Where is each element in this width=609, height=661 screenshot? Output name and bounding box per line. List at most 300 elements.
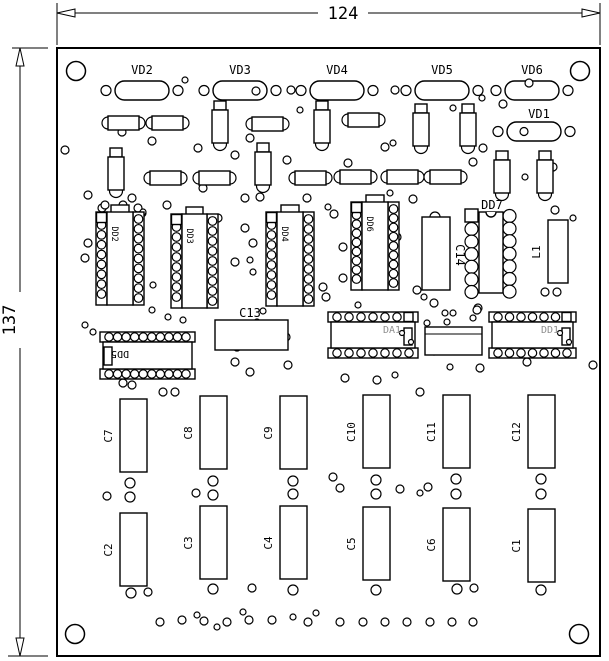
pin [97,290,106,299]
resistor-vertical [494,151,510,201]
notch [486,212,496,217]
drill-hole [159,388,167,396]
box-label: L1 [530,245,543,259]
drill-hole [536,474,546,484]
pin [156,333,164,341]
drill-hole [330,210,338,218]
pin [304,255,313,264]
drill-hole [248,584,256,592]
pin [165,370,173,378]
dim-height-label: 137 [0,304,20,336]
drill-hole [247,257,253,263]
drill-hole [373,376,381,384]
pin [134,264,143,273]
resistor-horizontal [146,116,189,130]
ic-body [479,212,503,293]
drill-hole [231,258,239,266]
pin-one-marker [97,213,107,223]
drill-hole [192,489,200,497]
pin [389,279,398,288]
resistor-body [152,116,183,130]
pin [208,287,217,296]
drill-hole [339,243,347,251]
resistor-vertical [460,104,476,154]
box-label: C13 [239,306,261,320]
drill-hole [256,193,264,201]
drill-hole [231,151,239,159]
pin [139,333,147,341]
diode-label: VD1 [528,107,550,121]
resistor-tab [539,151,551,160]
drill-hole [119,379,127,387]
resistor-horizontal [144,171,187,185]
mounting-hole [66,625,85,644]
resistor-body [460,113,476,146]
pin [563,349,571,357]
resistor-horizontal [334,170,377,184]
pin [267,261,276,270]
capacitor-label: C10 [345,422,358,442]
capacitor-body [443,395,470,468]
drill-hole [245,616,253,624]
drill-hole [194,144,202,152]
resistor-vertical [212,101,228,151]
pin [369,349,377,357]
resistor-body [150,171,181,185]
capacitor-label: C7 [102,429,115,443]
drill-hole [371,585,381,595]
pin [130,333,138,341]
pin [173,333,181,341]
dim-arrow-bottom [16,638,24,656]
drill-hole [144,588,152,596]
lead-hole [563,86,573,96]
pin [97,231,106,240]
drill-hole [288,585,298,595]
drill-hole [249,239,257,247]
drill-hole [101,201,109,209]
pin [122,333,130,341]
drill-hole [570,215,576,221]
lead-hole [473,86,483,96]
drill-hole [450,105,456,111]
resistor-body [340,170,371,184]
resistor-body [295,171,326,185]
drill-hole [387,190,393,196]
pin [505,313,513,321]
drill-hole [214,624,220,630]
lead-hole [173,86,183,96]
pin [172,293,181,302]
pin [409,340,414,345]
pin [345,349,353,357]
diode-body [310,81,364,100]
ic-DA1 [328,312,418,358]
drill-hole [341,374,349,382]
drill-hole [223,618,231,626]
drill-hole [125,478,135,488]
drill-hole [589,361,597,369]
resistor-body [537,160,553,193]
pin [352,275,361,284]
drill-hole [371,489,381,499]
drill-hole [260,308,266,314]
ic-DD1 [489,312,576,358]
pin [208,297,217,306]
drill-hole [473,306,481,314]
drill-hole [417,490,423,496]
pin [528,349,536,357]
pin [97,240,106,249]
resistor-horizontal [424,170,467,184]
pin [134,274,143,283]
capacitor-body [280,506,307,579]
resistor-vertical [314,101,330,151]
drill-hole [81,254,89,262]
box-body [425,327,482,355]
pin-one-marker [404,313,413,322]
pin [97,280,106,289]
pin [389,260,398,269]
drill-hole [447,364,453,370]
dim-arrow-left [57,9,75,17]
drill-hole [416,388,424,396]
drill-hole [426,618,434,626]
lead-hole [199,86,209,96]
pin [352,220,361,229]
lead-hole [401,86,411,96]
resistor-horizontal [246,117,289,131]
drill-hole [448,618,456,626]
drill-hole [390,140,396,146]
drill-hole [403,618,411,626]
box-body [548,220,568,283]
pin [208,257,217,266]
ic-label: DD5 [110,348,129,359]
pin [208,217,217,226]
pin [357,349,365,357]
pin [97,260,106,269]
drill-hole [450,310,456,316]
ic-DD3 [171,207,218,308]
pin [551,313,559,321]
pin [172,233,181,242]
pin [304,245,313,254]
capacitor-body [120,399,147,472]
pin [503,210,516,223]
diode-label: VD2 [131,63,153,77]
pin [172,263,181,272]
resistor-horizontal [381,170,424,184]
drill-hole [325,204,331,210]
resistor-body [314,110,330,143]
pin [345,313,353,321]
resistor-body [199,171,230,185]
capacitor-body [363,395,390,468]
pin [113,370,121,378]
drill-hole [355,302,361,308]
pin [517,349,525,357]
lead-hole [525,79,533,87]
diode-label: VD3 [229,63,251,77]
drill-hole [150,282,156,288]
drill-hole [469,618,477,626]
ic-label: DD2 [109,226,119,242]
resistor-tab [462,104,474,113]
resistor-tab [316,101,328,110]
lead-hole [491,86,501,96]
drill-hole [182,77,188,83]
dim-width-label: 124 [327,4,359,24]
pin-one-marker [104,347,112,365]
pin [173,370,181,378]
pin [134,234,143,243]
capacitor-body [363,507,390,580]
pin [551,349,559,357]
resistor-body [430,170,461,184]
drill-hole [451,489,461,499]
drill-hole [430,299,438,307]
ic-label: DD6 [364,216,374,232]
drill-hole [413,286,421,294]
pin [182,333,190,341]
pin [405,349,413,357]
pin [165,333,173,341]
drill-hole [84,191,92,199]
pin [304,225,313,234]
resistor-tab [496,151,508,160]
drill-hole [103,492,111,500]
ic-label: DD3 [184,228,194,244]
pin [105,370,113,378]
pin [134,225,143,234]
drill-hole [479,144,487,152]
pin [267,291,276,300]
pin [389,214,398,223]
pin [352,256,361,265]
drill-hole [90,329,96,335]
pin [208,237,217,246]
pin [540,349,548,357]
diode-body [507,122,561,141]
drill-hole [336,618,344,626]
lead-hole [101,86,111,96]
pin [267,231,276,240]
drill-hole [128,381,136,389]
resistor-vertical [413,104,429,154]
drill-hole [200,617,208,625]
pin [393,349,401,357]
pin [304,235,313,244]
resistor-tab [214,101,226,110]
drill-hole [241,224,249,232]
pin [465,273,478,286]
pin [304,285,313,294]
mounting-hole [571,62,590,81]
pin [505,349,513,357]
drill-hole [392,372,398,378]
pin [389,223,398,232]
drill-hole [208,476,218,486]
pin [389,232,398,241]
pin [503,285,516,298]
lead-hole [368,86,378,96]
drill-hole [148,137,156,145]
dim-arrow-top [16,48,24,66]
lead-hole [296,86,306,96]
resistor-body [348,113,379,127]
pin-one-marker [352,203,362,213]
drill-hole [246,134,254,142]
diode-label: VD6 [521,63,543,77]
drill-hole [82,322,88,328]
resistor-vertical [537,151,553,201]
resistor-horizontal [342,113,385,127]
capacitor-body [528,509,555,582]
pin [503,235,516,248]
drill-hole [470,584,478,592]
pin [304,265,313,274]
component-box [425,327,482,355]
drill-hole [536,489,546,499]
pin [148,333,156,341]
drill-hole [208,584,218,594]
ic-label: DD1 [540,325,559,336]
drill-hole [246,368,254,376]
ic-DD6 [351,195,399,290]
capacitor-label: C3 [182,536,195,550]
capacitor-body [280,396,307,469]
drill-hole [268,616,276,624]
pin [465,286,478,299]
pin [134,254,143,263]
drill-hole [469,158,477,166]
ic-DD5 [100,332,195,379]
ic-label: DD4 [279,226,289,242]
pin [156,370,164,378]
drill-hole [396,485,404,493]
drill-hole [165,314,171,320]
drill-hole [479,95,485,101]
pin-one-marker [267,213,277,223]
capacitor-label: C5 [345,537,358,551]
diode-body [415,81,469,100]
pin [208,227,217,236]
pin [517,313,525,321]
drill-hole [523,358,531,366]
drill-hole [444,319,450,325]
drill-hole [149,307,155,313]
pin [182,370,190,378]
drill-hole [442,310,448,316]
drill-hole [297,107,303,113]
capacitor-label: C9 [262,426,275,440]
pin [503,247,516,260]
pin [113,333,121,341]
pin [333,349,341,357]
pin [267,241,276,250]
drill-hole [371,475,381,485]
lead-hole [493,127,503,137]
pin [172,283,181,292]
pin [267,251,276,260]
capacitor-label: C8 [182,426,195,440]
drill-hole [551,206,559,214]
drill-hole [304,618,312,626]
drill-hole [313,610,319,616]
pin [381,313,389,321]
resistor-tab [257,143,269,152]
capacitor-label: C4 [262,536,275,550]
pin [503,260,516,273]
pin [208,277,217,286]
drill-hole [536,585,546,595]
drill-hole [476,364,484,372]
pin [134,244,143,253]
drill-hole [381,143,389,151]
pin [122,370,130,378]
lead-hole [252,87,260,95]
pin [134,215,143,224]
drill-hole [250,269,256,275]
pin [494,349,502,357]
capacitor-label: C11 [425,422,438,442]
pin [540,313,548,321]
pin [389,269,398,278]
pin [134,284,143,293]
pin [97,270,106,279]
drill-hole [344,159,352,167]
pin [208,267,217,276]
drill-hole [381,618,389,626]
pin [148,370,156,378]
pin [352,247,361,256]
pin [389,205,398,214]
resistor-horizontal [102,116,145,130]
mounting-hole [67,62,86,81]
resistor-body [387,170,418,184]
drill-hole [156,618,164,626]
pin [105,333,113,341]
resistor-horizontal [193,171,236,185]
drill-hole [553,288,561,296]
pin [134,294,143,303]
drill-hole [208,490,218,500]
capacitor-label: C12 [510,422,523,442]
drill-hole [125,492,135,502]
capacitor-label: C1 [510,539,523,553]
capacitor-body [443,508,470,581]
drill-hole [128,194,136,202]
drill-hole [424,483,432,491]
pin [208,247,217,256]
drill-hole [231,358,239,366]
capacitor-label: C6 [425,538,438,552]
resistor-body [252,117,283,131]
pin [503,273,516,286]
box-body [422,217,450,290]
pin-one-marker [172,215,182,225]
resistor-body [413,113,429,146]
drill-hole [421,294,427,300]
resistor-tab [110,148,122,157]
drill-hole [409,195,417,203]
drill-hole [470,315,476,321]
drill-hole [424,320,430,326]
drill-hole [180,317,186,323]
pin [267,281,276,290]
resistor-vertical [255,143,271,193]
